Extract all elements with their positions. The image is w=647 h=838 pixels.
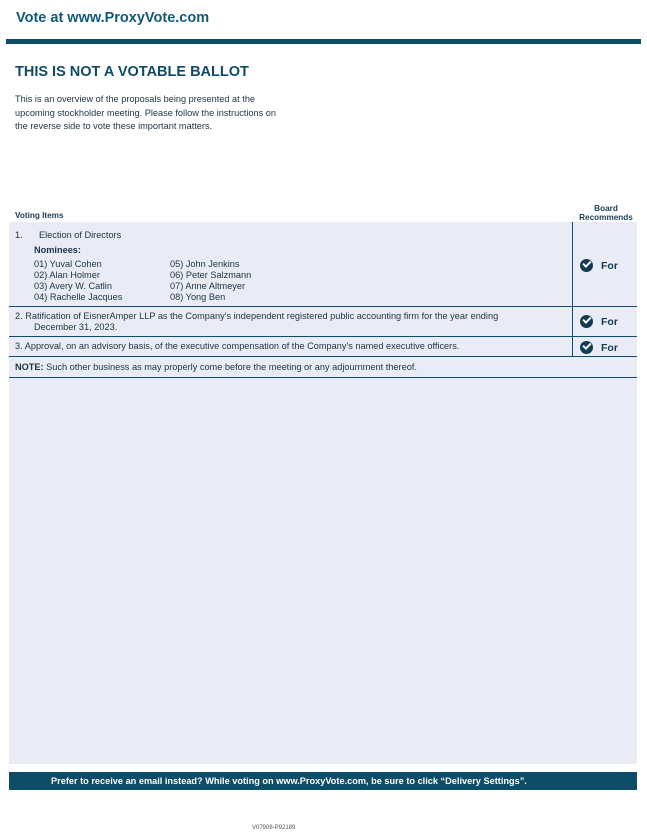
- intro-paragraph: [15, 93, 315, 134]
- item-2-text: 2. Ratification of EisnerAmper LLP as the Company's independent registered public accounting firm for the year ending: [15, 311, 499, 321]
- board-recommends-line1: Board: [594, 204, 618, 213]
- nominee: 03) Avery W. Catlin: [34, 281, 112, 291]
- intro-line: upcoming stockholder meeting. Please follow the instructions on: [15, 107, 276, 118]
- item-3-recommendation: [580, 341, 618, 354]
- nominee: 07) Anne Altmeyer: [170, 281, 246, 291]
- item-1-recommendation: [580, 259, 618, 272]
- row-divider: [9, 336, 637, 337]
- nominees-label: Nominees:: [34, 245, 81, 255]
- nominee: 01) Yuval Cohen: [34, 259, 102, 269]
- voting-items-header: Voting Items: [15, 211, 64, 220]
- recommendation-label: For: [601, 315, 618, 328]
- voting-items-panel: [9, 222, 637, 764]
- nominees-list-right: [170, 259, 251, 303]
- item-1-number: 1.: [15, 230, 23, 240]
- nominee: 02) Alan Holmer: [34, 270, 100, 280]
- footer-banner: [9, 772, 637, 790]
- board-recommends-header: [575, 204, 637, 222]
- row-divider: [9, 356, 637, 357]
- item-2-recommendation: [580, 315, 618, 328]
- item-2-text-cont: December 31, 2023.: [34, 322, 118, 332]
- board-recommends-line2: Recommends: [579, 213, 633, 222]
- row-divider: [9, 377, 637, 378]
- note-text: Such other business as may properly come before the meeting or any adjournment thereof.: [43, 362, 417, 372]
- intro-line: the reverse side to vote these important matters.: [15, 121, 213, 131]
- nominee: 04) Rachelle Jacques: [34, 292, 123, 302]
- nominee: 06) Peter Salzmann: [170, 270, 252, 280]
- checkmark-circle-icon: [580, 259, 593, 272]
- note-label: NOTE:: [15, 362, 44, 372]
- header-title: Vote at www.ProxyVote.com: [16, 10, 210, 26]
- nominees-list-left: [34, 259, 122, 303]
- page-heading: THIS IS NOT A VOTABLE BALLOT: [15, 64, 249, 80]
- nominee: 08) Yong Ben: [170, 292, 226, 302]
- footer-text: Prefer to receive an email instead? While voting on www.ProxyVote.com, be sure to click “Delivery Settings”.: [51, 776, 527, 786]
- nominee: 05) John Jenkins: [170, 259, 240, 269]
- note-line: [15, 362, 417, 372]
- checkmark-circle-icon: [580, 315, 593, 328]
- header-divider: [6, 39, 641, 44]
- document-code: V07908-P92189: [252, 825, 296, 831]
- recommendation-label: For: [601, 341, 618, 354]
- item-3-text: 3. Approval, on an advisory basis, of the executive compensation of the Company's named executive officers.: [15, 341, 460, 351]
- intro-line: This is an overview of the proposals being presented at the: [15, 94, 256, 104]
- item-1-title: Election of Directors: [39, 230, 122, 240]
- checkmark-circle-icon: [580, 341, 593, 354]
- recommendation-label: For: [601, 259, 618, 272]
- row-divider: [9, 306, 637, 307]
